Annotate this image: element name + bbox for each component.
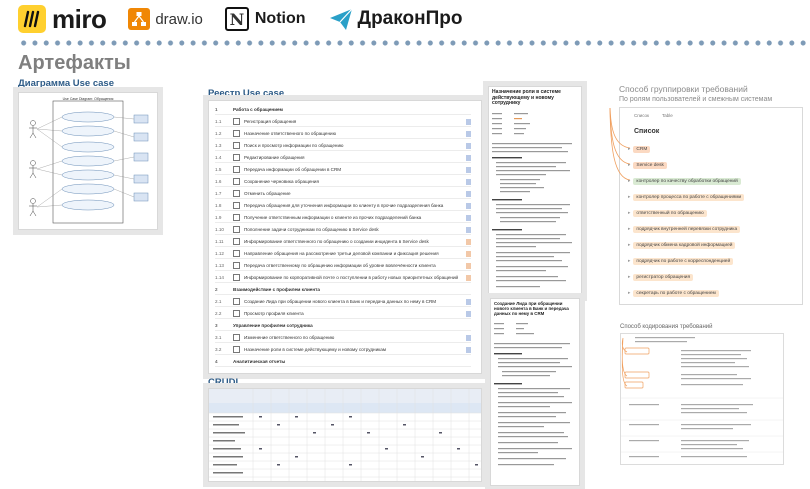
- registry-row[interactable]: [215, 141, 471, 151]
- expand-arrow-icon[interactable]: ▸: [628, 290, 631, 296]
- use-case-label: Диаграмма Use case: [18, 78, 114, 89]
- drakon-name: ДраконПро: [357, 8, 463, 29]
- document-icon: [233, 118, 240, 125]
- registry-row-text: Передача обращения для уточнения информации по клиенту в прочие подразделения банка: [244, 203, 444, 208]
- drawio-icon: [128, 8, 150, 30]
- grouping-row[interactable]: [628, 192, 792, 202]
- expand-arrow-icon[interactable]: ▸: [628, 146, 631, 152]
- grouping-subtitle: По ролям пользователей и смежным системам: [619, 96, 773, 103]
- registry-row[interactable]: [215, 153, 471, 163]
- registry-row[interactable]: [215, 321, 471, 331]
- registry-row-number: 1.1: [215, 119, 222, 124]
- priority-badge: [466, 203, 471, 209]
- registry-row-text: Поиск и просмотр информации по обращению: [244, 143, 344, 148]
- priority-badge: [466, 191, 471, 197]
- registry-row-text: Аналитическая отчеты: [233, 359, 286, 364]
- grouping-tag: CRM: [633, 146, 650, 153]
- priority-badge: [466, 335, 471, 341]
- priority-badge: [466, 311, 471, 317]
- registry-row-text: Работа с обращением: [233, 107, 283, 112]
- document-icon: [233, 310, 240, 317]
- expand-arrow-icon[interactable]: ▸: [628, 210, 631, 216]
- registry-row-text: Редактирование обращения: [244, 155, 305, 160]
- grouping-row[interactable]: [628, 224, 792, 234]
- spec-roles-body: [492, 111, 578, 293]
- registry-row-text: Информирование по корпоративной почте о поступлении в работу новых приоритетных обращений: [244, 275, 459, 280]
- registry-row-number: 3: [215, 323, 218, 328]
- registry-row-text: Изменение ответственного по обращению: [244, 335, 335, 340]
- grouping-tag: контролер процесса по работе с обращениями: [633, 194, 744, 201]
- registry-row-text: Сохранение черновика обращения: [244, 179, 319, 184]
- drakon-logo: [328, 6, 463, 32]
- registry-row-text: Назначение ответственного по обращению: [244, 131, 337, 136]
- registry-row-text: Назначение роли в системе действующему и новому сотрудникам: [244, 347, 386, 352]
- registry-row-number: 1.5: [215, 167, 222, 172]
- expand-arrow-icon[interactable]: ▸: [628, 178, 631, 184]
- document-icon: [233, 274, 240, 281]
- registry-row-text: Регистрация обращения: [244, 119, 297, 124]
- grouping-tab-table[interactable]: Table: [662, 113, 673, 118]
- registry-label: Реестр Use case: [208, 88, 285, 99]
- document-icon: [233, 178, 240, 185]
- document-icon: [233, 346, 240, 353]
- document-icon: [233, 154, 240, 161]
- document-icon: [233, 238, 240, 245]
- registry-row-number: 1.10: [215, 227, 224, 232]
- use-case-diagram: [19, 93, 157, 229]
- registry-row-number: 2: [215, 287, 218, 292]
- expand-arrow-icon[interactable]: ▸: [628, 226, 631, 232]
- expand-arrow-icon[interactable]: ▸: [628, 162, 631, 168]
- coding-body: [621, 334, 783, 464]
- grouping-tag: подрядчик по работе с корреспонденцией: [633, 258, 733, 265]
- registry-row[interactable]: [215, 201, 471, 211]
- drawio-name: draw.io: [155, 10, 203, 28]
- registry-row[interactable]: [215, 189, 471, 199]
- registry-row[interactable]: [215, 261, 471, 271]
- registry-row[interactable]: [215, 225, 471, 235]
- spec-lead-body: [494, 321, 576, 481]
- grouping-title: Способ группировки требований: [619, 84, 748, 94]
- registry-row-number: 1.9: [215, 215, 222, 220]
- priority-badge: [466, 299, 471, 305]
- registry-row-number: 1.3: [215, 143, 222, 148]
- registry-row[interactable]: [215, 213, 471, 223]
- grouping-tag: контролер по качеству обработки обращений: [633, 178, 740, 185]
- registry-row-text: Информирование ответственного по обращению о создании инцидента в Service desk: [244, 239, 429, 244]
- grouping-tab-list[interactable]: Список: [634, 113, 649, 118]
- registry-row-number: 2.2: [215, 311, 222, 316]
- priority-badge: [466, 227, 471, 233]
- registry-row-number: 2.1: [215, 299, 222, 304]
- priority-badge: [466, 275, 471, 281]
- document-icon: [233, 166, 240, 173]
- spec-roles-title: Назначение роли в системе действующему и новому сотруднику: [492, 89, 561, 107]
- registry-row-number: 3.2: [215, 347, 222, 352]
- priority-badge: [466, 215, 471, 221]
- grouping-list-heading: Список: [634, 128, 660, 135]
- grouping-row[interactable]: [628, 240, 792, 250]
- registry-row-number: 1.13: [215, 263, 224, 268]
- crudl-grid: [209, 389, 481, 481]
- expand-arrow-icon[interactable]: ▸: [628, 258, 631, 264]
- document-icon: [233, 262, 240, 269]
- notion-logo: [225, 7, 306, 31]
- registry-row[interactable]: [215, 129, 471, 139]
- registry-row-text: Отменить обращение: [244, 191, 291, 196]
- registry-row-number: 1.6: [215, 179, 222, 184]
- coding-title: Способ кодирования требований: [620, 324, 713, 330]
- miro-name: miro: [52, 3, 107, 34]
- registry-row-text: Взаимодействие с профилем клиента: [233, 287, 320, 292]
- registry-row[interactable]: [215, 177, 471, 187]
- grouping-row[interactable]: [628, 160, 792, 170]
- registry-row[interactable]: [215, 297, 471, 307]
- registry-row-number: 1.7: [215, 191, 222, 196]
- document-icon: [233, 298, 240, 305]
- grouping-tag: ответственный по обращению: [633, 210, 706, 217]
- registry-row[interactable]: [215, 357, 471, 367]
- registry-row-text: Получение ответственным информации о клиенте из прочих подразделений банка: [244, 215, 422, 220]
- grouping-tag: подрядчик внутренней перевязки сотрудника: [633, 226, 740, 233]
- document-icon: [233, 226, 240, 233]
- spec-document-lead[interactable]: [490, 298, 580, 486]
- grouping-row[interactable]: [628, 288, 792, 298]
- registry-row-number: 1.8: [215, 203, 222, 208]
- section-title: Артефакты: [18, 52, 131, 74]
- registry-row[interactable]: [215, 105, 471, 115]
- crudl-matrix[interactable]: [208, 388, 482, 482]
- grouping-row[interactable]: [628, 208, 792, 218]
- registry-row[interactable]: [215, 237, 471, 247]
- registry-table[interactable]: [208, 100, 482, 374]
- priority-badge: [466, 263, 471, 269]
- registry-row[interactable]: [215, 309, 471, 319]
- document-icon: [233, 130, 240, 137]
- registry-row[interactable]: [215, 333, 471, 343]
- document-icon: [233, 190, 240, 197]
- priority-badge: [466, 239, 471, 245]
- grouping-tag: регистратор обращения: [633, 274, 693, 281]
- drakon-icon: [328, 6, 354, 32]
- expand-arrow-icon[interactable]: ▸: [628, 194, 631, 200]
- registry-row[interactable]: [215, 273, 471, 283]
- grouping-row[interactable]: [628, 256, 792, 266]
- priority-badge: [466, 143, 471, 149]
- document-icon: [233, 214, 240, 221]
- notion-icon: N: [225, 7, 249, 31]
- registry-row-text: Управление профилем сотрудника: [233, 323, 313, 328]
- spec-document-roles[interactable]: [488, 86, 582, 296]
- registry-row-number: 1: [215, 107, 218, 112]
- priority-badge: [466, 167, 471, 173]
- document-icon: [233, 250, 240, 257]
- registry-row[interactable]: [215, 249, 471, 259]
- registry-row-number: 1.14: [215, 275, 224, 280]
- registry-row-text: Передача ответственному по обращению информации об уровне вовлечённости клиента: [244, 263, 436, 268]
- crudl-label: CRUDL: [208, 377, 242, 388]
- registry-row[interactable]: [215, 165, 471, 175]
- registry-row-number: 3.1: [215, 335, 222, 340]
- registry-row-number: 1.11: [215, 239, 224, 244]
- document-icon: [233, 334, 240, 341]
- coding-document[interactable]: [620, 333, 784, 465]
- grouping-row[interactable]: [628, 144, 792, 154]
- document-icon: [233, 202, 240, 209]
- use-case-diagram-thumbnail[interactable]: [18, 92, 158, 230]
- miro-logo: [18, 4, 106, 35]
- miro-icon: [18, 5, 46, 33]
- grouping-row[interactable]: [628, 176, 792, 186]
- notion-name: Notion: [254, 10, 306, 27]
- grouping-tag: секретарь по работе с обращением: [633, 290, 718, 297]
- priority-badge: [466, 179, 471, 185]
- registry-row-number: 1.2: [215, 131, 222, 136]
- priority-badge: [466, 155, 471, 161]
- priority-badge: [466, 119, 471, 125]
- expand-arrow-icon[interactable]: ▸: [628, 274, 631, 280]
- priority-badge: [466, 347, 471, 353]
- registry-row-text: Передача информации об обращении в CRM: [244, 167, 342, 172]
- use-case-diagram-title: Use Case Diagram: Обращения: [62, 97, 114, 101]
- registry-row-number: 1.4: [215, 155, 222, 160]
- registry-row[interactable]: [215, 345, 471, 355]
- grouping-row[interactable]: [628, 272, 792, 282]
- registry-row[interactable]: [215, 285, 471, 295]
- registry-row-text: Пополнение задачи сотрудникам по обращению в Service desk: [244, 227, 379, 232]
- registry-row-text: Просмотр профиля клиента: [244, 311, 304, 316]
- registry-row-number: 4: [215, 359, 218, 364]
- document-icon: [233, 142, 240, 149]
- logo-bar: [18, 2, 484, 36]
- registry-row[interactable]: [215, 117, 471, 127]
- priority-badge: [466, 131, 471, 137]
- grouping-tag: Service desk: [633, 162, 666, 169]
- grouping-list-panel[interactable]: [619, 107, 803, 305]
- registry-row-text: Направление обращения на рассмотрение третьи деловой компании и фиксация решения: [244, 251, 439, 256]
- dotted-divider: [18, 40, 808, 46]
- registry-row-text: Создание Лида при обращении нового клиента в Банк и передача данных по нему в CRM: [244, 299, 437, 304]
- drawio-logo: [128, 8, 203, 30]
- expand-arrow-icon[interactable]: ▸: [628, 242, 631, 248]
- spec-lead-title: Создание Лида при обращении нового клиента в Банк и передача данных по нему в CRM: [494, 301, 569, 316]
- registry-row-number: 1.12: [215, 251, 224, 256]
- priority-badge: [466, 251, 471, 257]
- grouping-tag: подрядчик обмена кадровой информацией: [633, 242, 735, 249]
